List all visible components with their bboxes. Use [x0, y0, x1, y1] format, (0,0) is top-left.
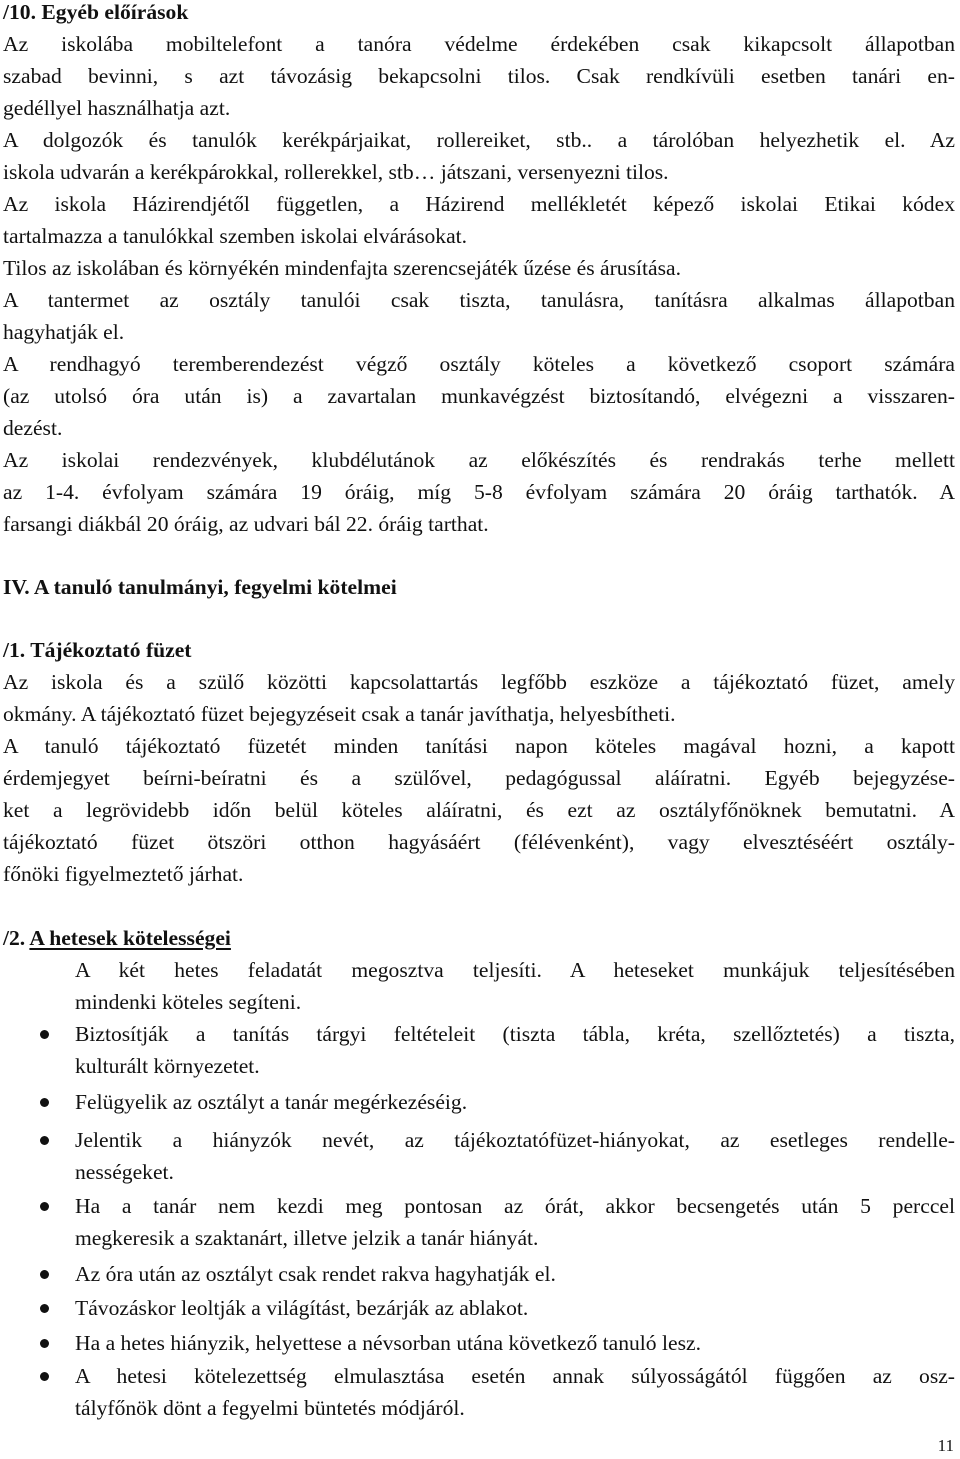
bullet-dot [40, 1372, 49, 1381]
section-10-line: Az iskola Házirendjétől független, a Házirend mellékletét képező iskolai Etikai kódex [3, 192, 955, 216]
page-number: 11 [937, 1436, 954, 1455]
section-1-heading: /1. Tájékoztató füzet [3, 638, 192, 662]
chapter-heading: IV. A tanuló tanulmányi, fegyelmi kötelmei [3, 575, 397, 599]
bullet-dot [40, 1270, 49, 1279]
section-1-line: Az iskola és a szülő közötti kapcsolattartás legfőbb eszköze a tájékoztató füzet, amely [3, 670, 955, 694]
section-10-line: A tantermet az osztály tanulói csak tiszta, tanulásra, tanításra alkalmas állapotban [3, 288, 955, 312]
section-10-line: farsangi diákbál 20 óráig, az udvari bál 22. óráig tarthat. [3, 512, 489, 536]
section-10-line: iskola udvarán a kerékpárokkal, rollerekkel, stb… játszani, versenyezni tilos. [3, 160, 669, 184]
section-2-heading-text: A hetesek kötelességei [29, 926, 231, 950]
bullet-item-line: Jelentik a hiányzók nevét, az tájékoztatófüzet-hiányokat, az esetleges rendelle- [75, 1128, 955, 1152]
bullet-dot [40, 1339, 49, 1348]
section-10-line: az 1-4. évfolyam számára 19 óráig, míg 5-8 évfolyam számára 20 óráig tarthatók. A [3, 480, 955, 504]
section-1-line: főnöki figyelmeztető járhat. [3, 862, 244, 886]
bullet-item-line: Felügyelik az osztályt a tanár megérkezéséig. [75, 1090, 468, 1114]
bullet-dot [40, 1304, 49, 1313]
section-2-heading: /2. A hetesek kötelességei [3, 926, 231, 950]
bullet-item-line: Ha a hetes hiányzik, helyettese a névsorban utána következő tanuló lesz. [75, 1331, 701, 1355]
section-1-line: érdemjegyet beírni-beíratni és a szülővel, pedagógussal aláíratni. Egyéb bejegyzése- [3, 766, 955, 790]
section-1-line: ket a legrövidebb időn belül köteles aláíratni, és ezt az osztályfőnöknek bemutatni. A [3, 798, 955, 822]
section-10-line: Az iskolai rendezvények, klubdélutánok az előkészítés és rendrakás terhe mellett [3, 448, 955, 472]
section-10-line: dezést. [3, 416, 63, 440]
bullet-item-line: megkeresik a szaktanárt, illetve jelzik a tanár hiányát. [75, 1226, 539, 1250]
section-10-line: gedéllyel használhatja azt. [3, 96, 231, 120]
bullet-item-line: A hetesi kötelezettség elmulasztása esetén annak súlyosságától függően az osz- [75, 1364, 955, 1388]
bullet-dot [40, 1098, 49, 1107]
section-10-line: hagyhatják el. [3, 320, 125, 344]
section-10-line: Tilos az iskolában és környékén mindenfajta szerencsejáték űzése és árusítása. [3, 256, 681, 280]
bullet-item-line: kulturált környezetet. [75, 1054, 260, 1078]
section-10-line: Az iskolába mobiltelefont a tanóra védelme érdekében csak kikapcsolt állapotban [3, 32, 955, 56]
section-1-line: A tanuló tájékoztató füzetét minden tanítási napon köteles magával hozni, a kapott [3, 734, 955, 758]
bullet-item-line: Az óra után az osztályt csak rendet rakva hagyhatják el. [75, 1262, 556, 1286]
section-10-line: (az utolsó óra után is) a zavartalan munkavégzést biztosítandó, elvégezni a visszaren- [3, 384, 955, 408]
section-1-line: tájékoztató füzet ötszöri otthon hagyásáért (félévenként), vagy elvesztéséért osztály- [3, 830, 955, 854]
section-2-intro-line: mindenki köteles segíteni. [75, 990, 302, 1014]
bullet-dot [40, 1136, 49, 1145]
section-10-heading: /10. Egyéb előírások [3, 0, 189, 24]
bullet-item-line: Távozáskor leoltják a világítást, bezárják az ablakot. [75, 1296, 529, 1320]
section-10-line: tartalmazza a tanulókkal szemben iskolai elvárásokat. [3, 224, 468, 248]
section-10-line: A dolgozók és tanulók kerékpárjaikat, rollereiket, stb.. a tárolóban helyezhetik el. Az [3, 128, 955, 152]
bullet-item-line: Ha a tanár nem kezdi meg pontosan az órát, akkor becsengetés után 5 perccel [75, 1194, 955, 1218]
section-1-line: okmány. A tájékoztató füzet bejegyzéseit csak a tanár javíthatja, helyesbítheti. [3, 702, 676, 726]
bullet-item-line: Biztosítják a tanítás tárgyi feltételeit (tiszta tábla, kréta, szellőztetés) a tiszta, [75, 1022, 955, 1046]
section-2-intro-line: A két hetes feladatát megosztva teljesíti. A heteseket munkájuk teljesítésében [75, 958, 955, 982]
section-10-line: szabad bevinni, s azt távozásig bekapcsolni tilos. Csak rendkívüli esetben tanári en- [3, 64, 955, 88]
bullet-item-line: tályfőnök dönt a fegyelmi büntetés módjáról. [75, 1396, 465, 1420]
bullet-item-line: nességeket. [75, 1160, 174, 1184]
bullet-dot [40, 1202, 49, 1211]
section-10-line: A rendhagyó teremberendezést végző osztály köteles a következő csoport számára [3, 352, 955, 376]
bullet-dot [40, 1030, 49, 1039]
